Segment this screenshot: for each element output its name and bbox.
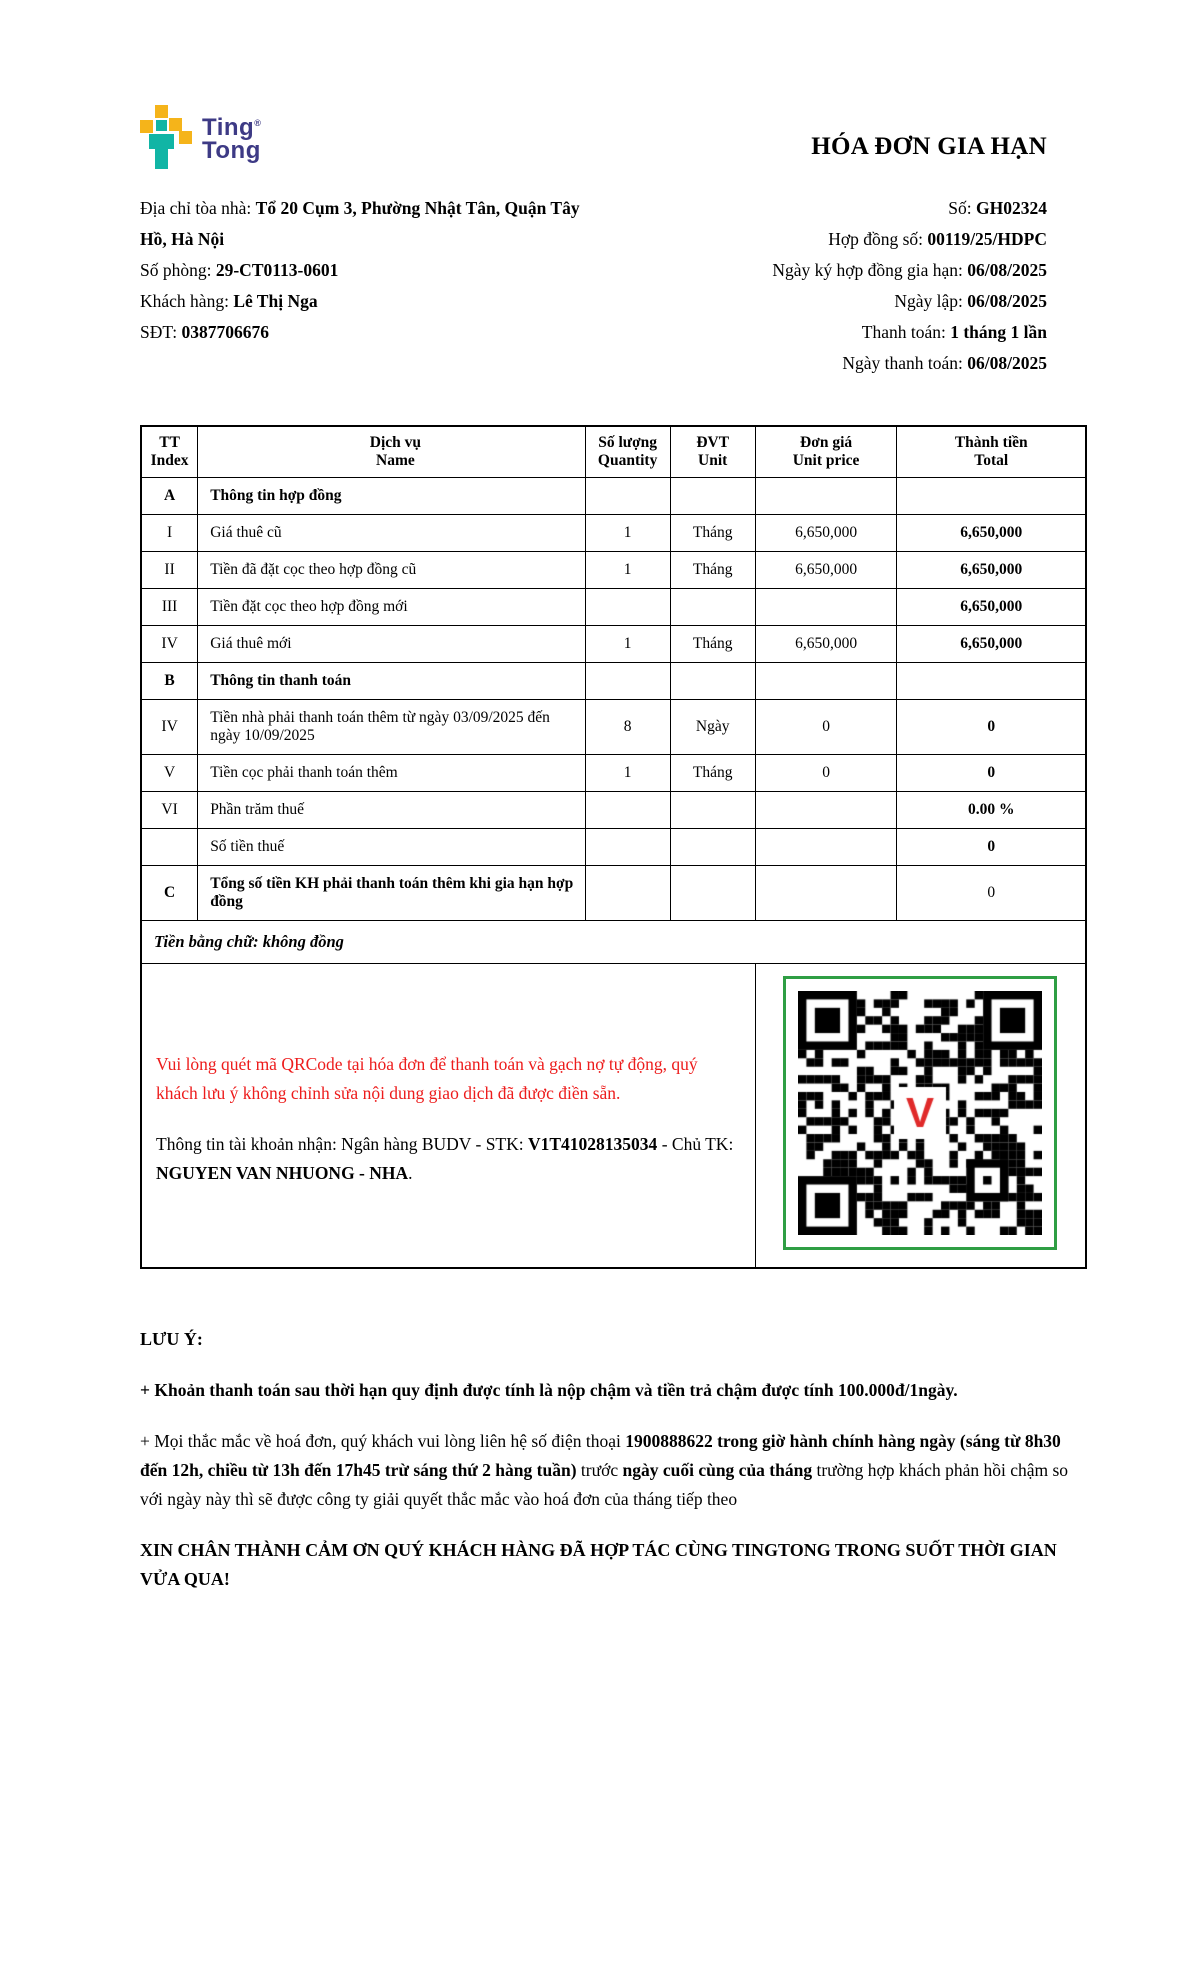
cell-unit [670,866,755,921]
cell-name: Tiền đã đặt cọc theo hợp đồng cũ [198,552,585,589]
cell-price [755,866,897,921]
cell-index: A [141,478,198,515]
table-row [141,478,1086,515]
customer-info [140,193,608,379]
cell-name: Tiền đặt cọc theo hợp đồng mới [198,589,585,626]
cell-price [755,792,897,829]
cell-qty: 8 [585,700,670,755]
info-section [140,193,1087,379]
cell-unit: Tháng [670,515,755,552]
table-row [141,552,1086,589]
cell-price [755,829,897,866]
cell-index: C [141,866,198,921]
brand-line1: Ting [202,114,255,141]
cell-unit: Tháng [670,552,755,589]
header-unit: ĐVT Unit [670,426,755,478]
bank-account-info: Thông tin tài khoản nhận: Ngân hàng BUDV - STK: V1T41028135034 - Chủ TK: NGUYEN VAN NHUONG - NHA. [156,1133,734,1183]
cell-qty [585,663,670,700]
qr-code-frame [783,976,1057,1250]
issue-date: Ngày lập: 06/08/2025 [894,291,1047,311]
invoice-number: Số: GH02324 [948,198,1047,218]
cell-name: Giá thuê mới [198,626,585,663]
cell-index: II [141,552,198,589]
cell-total: 0 [897,755,1086,792]
header-quantity: Số lượng Quantity [585,426,670,478]
table-row [141,663,1086,700]
cell-total [897,663,1086,700]
table-row-grand-total [141,866,1086,921]
closing-thanks: XIN CHÂN THÀNH CẢM ƠN QUÝ KHÁCH HÀNG ĐÃ HỢP TÁC CÙNG TINGTONG TRONG SUỐT THỜI GIAN VỬA QUA! [140,1540,1057,1589]
tingtong-logo-icon [140,105,192,169]
header-unit-price: Đơn giá Unit price [755,426,897,478]
cell-total: 6,650,000 [897,552,1086,589]
cell-qty [585,589,670,626]
contract-number: Hợp đồng số: 00119/25/HDPC [828,229,1047,249]
payment-cycle: Thanh toán: 1 tháng 1 lần [861,322,1047,342]
cell-unit [670,792,755,829]
cell-total: 0 [897,866,1086,921]
cell-name: Thông tin thanh toán [198,663,585,700]
cell-index: B [141,663,198,700]
invoice-table [140,425,1087,1269]
cell-qty: 1 [585,552,670,589]
payment-instructions-cell [141,964,755,1269]
qr-payment-note: Vui lòng quét mã QRCode tại hóa đơn để thanh toán và gạch nợ tự động, quý khách lưu ý không chỉnh sửa nội dung giao dịch đã được điền sẵn. [156,1053,698,1103]
qr-code-cell [755,964,1086,1269]
cell-index: VI [141,792,198,829]
cell-name: Tiền nhà phải thanh toán thêm từ ngày 03/09/2025 đến ngày 10/09/2025 [198,700,585,755]
qr-code [798,991,1042,1235]
cell-index: IV [141,700,198,755]
cell-name: Phần trăm thuế [198,792,585,829]
table-header-row [141,426,1086,478]
cell-total: 6,650,000 [897,589,1086,626]
table-row [141,700,1086,755]
cell-price: 6,650,000 [755,626,897,663]
notes-heading: LƯU Ý: [140,1329,203,1349]
cell-qty [585,478,670,515]
header [140,105,1087,169]
cell-unit: Tháng [670,626,755,663]
cell-price: 0 [755,700,897,755]
cell-qty: 1 [585,515,670,552]
table-row [141,755,1086,792]
customer-phone: SĐT: 0387706676 [140,322,269,342]
cell-name: Thông tin hợp đồng [198,478,585,515]
cell-qty: 1 [585,755,670,792]
brand-line2: Tong [202,137,261,164]
header-total: Thành tiền Total [897,426,1086,478]
cell-price: 6,650,000 [755,552,897,589]
late-payment-note: + Khoản thanh toán sau thời hạn quy định được tính là nộp chậm và tiền trả chậm được tính 100.000đ/1ngày. [140,1380,958,1400]
cell-index: III [141,589,198,626]
cell-price: 0 [755,755,897,792]
customer-name: Khách hàng: Lê Thị Nga [140,291,318,311]
table-row [141,829,1086,866]
table-row [141,792,1086,829]
cell-qty [585,829,670,866]
table-row [141,589,1086,626]
cell-qty [585,792,670,829]
cell-total: 6,650,000 [897,626,1086,663]
payment-date: Ngày thanh toán: 06/08/2025 [842,353,1047,373]
header-name: Dịch vụ Name [198,426,585,478]
cell-name: Giá thuê cũ [198,515,585,552]
payment-row [141,964,1086,1269]
cell-qty: 1 [585,626,670,663]
cell-price [755,663,897,700]
cell-index: I [141,515,198,552]
cell-price [755,589,897,626]
contract-sign-date: Ngày ký hợp đồng gia hạn: 06/08/2025 [772,260,1047,280]
cell-unit [670,829,755,866]
cell-total [897,478,1086,515]
cell-unit: Ngày [670,700,755,755]
tingtong-logo [140,105,261,169]
cell-unit [670,663,755,700]
amount-in-words-row [141,921,1086,964]
cell-total: 6,650,000 [897,515,1086,552]
cell-unit [670,478,755,515]
cell-total: 0 [897,700,1086,755]
cell-index: IV [141,626,198,663]
invoice-info [772,193,1087,379]
amount-in-words: Tiền bằng chữ: không đồng [141,921,1086,964]
table-row [141,515,1086,552]
cell-name: Tiền cọc phải thanh toán thêm [198,755,585,792]
hotline-note: + Mọi thắc mắc về hoá đơn, quý khách vui lòng liên hệ số điện thoại 1900888622 trong giờ hành chính hàng ngày (sáng từ 8h30 đến 12h, chiều từ 13h đến 17h45 trừ sáng thứ 2 hàng tuần) trước ngày cuối cùng của tháng trường hợp khách phản hồi chậm so với ngày này thì sẽ được công ty giải quyết thắc mắc vào hoá đơn của tháng tiếp theo [140,1431,1069,1509]
cell-qty [585,866,670,921]
cell-index: V [141,755,198,792]
cell-unit [670,589,755,626]
cell-price [755,478,897,515]
room-number: Số phòng: 29-CT0113-0601 [140,260,339,280]
cell-name: Tổng số tiền KH phải thanh toán thêm khi gia hạn hợp đồng [198,866,585,921]
registered-mark: ® [254,118,262,128]
cell-total: 0.00 % [897,792,1086,829]
cell-total: 0 [897,829,1086,866]
table-row [141,626,1086,663]
header-index: TT Index [141,426,198,478]
building-address: Địa chỉ tòa nhà: Tổ 20 Cụm 3, Phường Nhật Tân, Quận Tây Hồ, Hà Nội [140,198,580,249]
cell-price: 6,650,000 [755,515,897,552]
tingtong-logo-text [202,112,261,162]
cell-unit: Tháng [670,755,755,792]
cell-index [141,829,198,866]
notes-section [140,1325,1087,1594]
cell-name: Số tiền thuế [198,829,585,866]
page-title: HÓA ĐƠN GIA HẠN [811,133,1047,160]
